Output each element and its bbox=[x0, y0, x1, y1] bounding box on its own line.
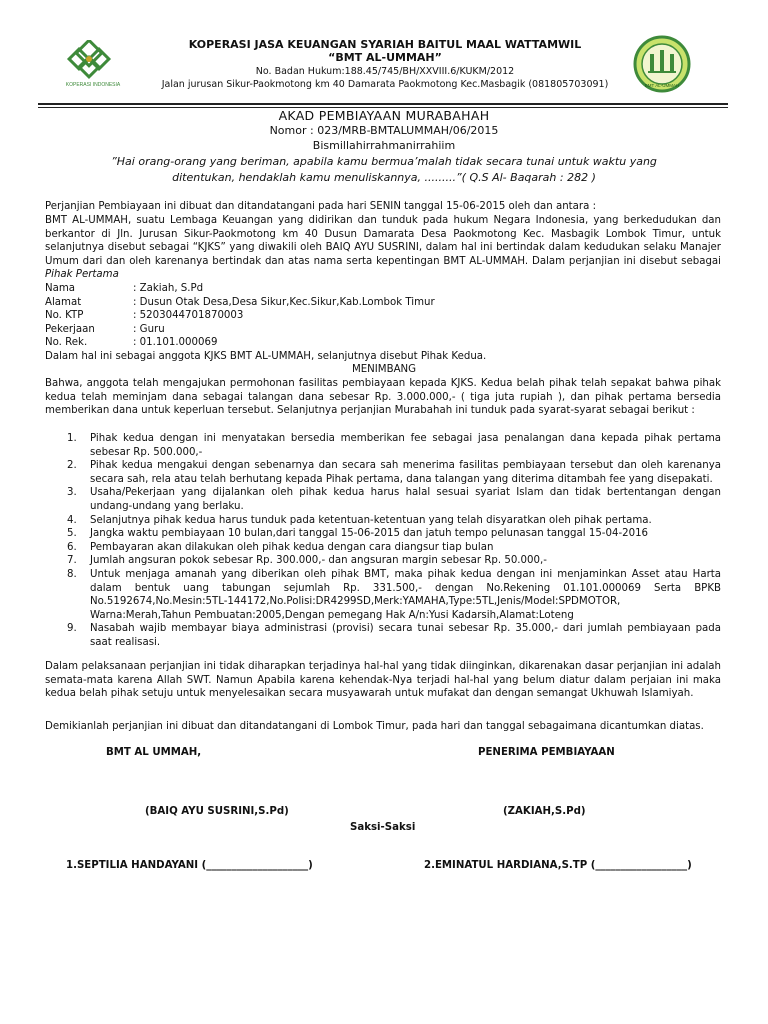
menimbang-heading: MENIMBANG bbox=[351, 364, 417, 375]
second-party-fields bbox=[45, 282, 435, 350]
term-text: Pembayaran akan dilakukan oleh pihak kedua dengan cara diangsur tiap bulan bbox=[90, 541, 494, 553]
first-party-text: BMT AL-UMMAH, suatu Lembaga Keuangan yang didirikan dan tunduk pada hukum Negara Indonesia, yang berkedudukan dan berkantor di Jln. Jurusan Sikur-Paokmotong km 40 Dusun Damarata Desa Paokmotong Kec. Masbagik Lombok Timur, untuk selanjutnya disebut sebagai “KJKS” yang diwakili oleh BAIQ AYU SUSRINI, dalam hal ini bertindak dalam kedudukan selaku Manajer Umum dari dan oleh karenanya bertindak dan atas nama serta kepentingan BMT AL-UMMAH. Dalam perjanjian ini disebut sebagai bbox=[45, 215, 721, 267]
witness-heading: Saksi-Saksi bbox=[350, 822, 416, 833]
quran-quote-line1: ”Hai orang-orang yang beriman, apabila kamu bermua’malah tidak secara tunai untuk waktu yang bbox=[111, 155, 657, 168]
field-label: No. KTP bbox=[45, 310, 84, 322]
field-value: : Guru bbox=[133, 323, 165, 335]
left-logo-caption: KOPERASI INDONESIA bbox=[65, 82, 121, 88]
list-item bbox=[45, 527, 721, 541]
bahwa-paragraph: Bahwa, anggota telah mengajukan permohonan fasilitas pembiayaan kepada KJKS. Kedua belah pihak telah sepakat bahwa pihak kedua telah meminjam dana sebagai talangan dana sebesar Rp. 3.000.000,- ( tiga juta rupiah ), dan pihak pertama bersedia memberikan dana untuk keperluan tersebut. Selanjutnya perjanjian Murabahah ini tunduk pada syarat-syarat sebagai berikut : bbox=[45, 378, 721, 417]
quran-quote-line2: ditentukan, hendaklah kamu menuliskannya, .........”( Q.S Al- Baqarah : 282 ) bbox=[172, 171, 596, 184]
field-row bbox=[45, 323, 435, 337]
opening-paragraph: Perjanjian Pembiayaan ini dibuat dan ditandatangani pada hari SENIN tanggal 15-06-2015 oleh dan antara : bbox=[45, 201, 597, 212]
field-row bbox=[45, 336, 435, 350]
bismillah: Bismillahirrahmanirrahiim bbox=[312, 139, 456, 152]
document-title: AKAD PEMBIAYAAN MURABAHAH bbox=[278, 108, 490, 123]
signature-right-title: PENERIMA PEMBIAYAAN bbox=[478, 747, 615, 758]
field-row bbox=[45, 296, 435, 310]
first-party-italic: Pihak Pertama bbox=[45, 269, 119, 281]
witness-1: 1.SEPTILIA HANDAYANI (____________________) bbox=[66, 860, 313, 871]
right-logo-caption: BMT AL-UMMAH bbox=[644, 83, 680, 88]
term-text: Usaha/Pekerjaan yang dijalankan oleh pihak kedua harus halal sesuai syariat Islam dan tidak bertentangan dengan undang-undang yang berlaku. bbox=[90, 487, 721, 512]
org-address: Jalan jurusan Sikur-Paokmotong km 40 Damarata Paokmotong Kec.Masbagik (081805703091) bbox=[161, 79, 609, 90]
term-number: 5. bbox=[67, 528, 77, 540]
signature-left-name: (BAIQ AYU SUSRINI,S.Pd) bbox=[145, 806, 289, 817]
terms-list bbox=[45, 432, 721, 650]
list-item bbox=[45, 459, 721, 486]
term-text: Jumlah angsuran pokok sebesar Rp. 300.000,- dan angsuran margin sebesar Rp. 50.000,- bbox=[90, 555, 547, 567]
document-number: Nomor : 023/MRB-BMTALUMMAH/06/2015 bbox=[269, 124, 499, 137]
list-item bbox=[45, 541, 721, 555]
term-text: Jangka waktu pembiayaan 10 bulan,dari tanggal 15-06-2015 dan jatuh tempo pelunasan tanggal 15-04-2016 bbox=[90, 528, 649, 540]
term-number: 3. bbox=[67, 487, 77, 499]
field-label: Pekerjaan bbox=[45, 323, 95, 335]
term-number: 2. bbox=[67, 460, 77, 472]
demikian-paragraph: Demikianlah perjanjian ini dibuat dan ditandatangani di Lombok Timur, pada hari dan tanggal sebagaimana dicantumkan diatas. bbox=[45, 721, 704, 732]
term-text: Nasabah wajib membayar biaya administrasi (provisi) secara tunai sebesar Rp. 35.000,- dari jumlah pembiayaan pada saat realisasi. bbox=[90, 623, 721, 648]
field-label: No. Rek. bbox=[45, 337, 88, 349]
member-paragraph: Dalam hal ini sebagai anggota KJKS BMT AL-UMMAH, selanjutnya disebut Pihak Kedua. bbox=[45, 351, 487, 362]
signature-right-name: (ZAKIAH,S.Pd) bbox=[503, 806, 586, 817]
signature-left-title: BMT AL UMMAH, bbox=[106, 747, 202, 758]
list-item bbox=[45, 554, 721, 568]
term-number: 7. bbox=[67, 555, 77, 567]
field-label: Alamat bbox=[45, 296, 82, 308]
koperasi-indonesia-logo bbox=[58, 40, 128, 92]
closing-paragraph: Dalam pelaksanaan perjanjian ini tidak diharapkan terjadinya hal-hal yang tidak diinginkan, dikarenakan dasar perjanjian ini adalah semata-mata karena Allah SWT. Namun Apabila karena kehendak-Nya terjadi hal-hal yang belum diatur dalam perjaian ini maka kedua belah pihak setuju untuk menyelesaikan secara musyawarah untuk mufakat dan dengan semangat Ukhuwah Islamiyah. bbox=[45, 661, 721, 700]
term-number: 1. bbox=[67, 433, 77, 444]
field-value: : Zakiah, S.Pd bbox=[133, 283, 204, 294]
field-label: Nama bbox=[45, 283, 76, 294]
field-value: : 5203044701870003 bbox=[133, 310, 244, 322]
term-number: 6. bbox=[67, 541, 77, 553]
term-text: Pihak kedua dengan ini menyatakan bersedia memberikan fee sebagai jasa penalangan dana kepada pihak pertama sebesar Rp. 500.000,- bbox=[90, 433, 721, 458]
term-text: Untuk menjaga amanah yang diberikan oleh pihak BMT, maka pihak kedua dengan ini menjaminkan Asset atau Harta dalam bentuk uang tabungan sejumlah Rp. 331.500,- dengan No.Rekening 01.101.000069 Serta BPKB No.5192674,No.Mesin:5TL-144172,No.Polisi:DR4299SD,Merk:YAMAHA,Type:5TL,Jenis/Model:SPDMOTOR, Warna:Merah,Tahun Pembuatan:2005,Dengan pemegang Hak A/n:Yusi Kadarsih,Alamat:Loteng bbox=[90, 568, 721, 621]
brand-name: “BMT AL-UMMAH” bbox=[328, 51, 442, 64]
list-item bbox=[45, 514, 721, 528]
org-name: KOPERASI JASA KEUANGAN SYARIAH BAITUL MAAL WATTAMWIL bbox=[188, 38, 582, 51]
list-item bbox=[45, 622, 721, 649]
field-value: : Dusun Otak Desa,Desa Sikur,Kec.Sikur,Kab.Lombok Timur bbox=[133, 296, 435, 308]
first-party-paragraph bbox=[45, 214, 721, 282]
term-text: Selanjutnya pihak kedua harus tunduk pada ketentuan-ketentuan yang telah disyaratkan oleh pihak pertama. bbox=[90, 514, 652, 526]
term-number: 8. bbox=[67, 568, 77, 580]
bmt-al-ummah-logo bbox=[632, 34, 692, 96]
legal-number: No. Badan Hukum:188.45/745/BH/XXVIII.6/KUKM/2012 bbox=[255, 66, 515, 77]
witness-2: 2.EMINATUL HARDIANA,S.TP (__________________) bbox=[424, 860, 692, 871]
term-number: 4. bbox=[67, 514, 77, 526]
list-item bbox=[45, 486, 721, 513]
field-row bbox=[45, 309, 435, 323]
field-row bbox=[45, 282, 435, 296]
term-text: Pihak kedua mengakui dengan sebenarnya dan secara sah menerima fasilitas pembiayaan tersebut dan oleh karenanya secara sah, rela atau telah berhutang kepada Pihak pertama, dana talangan yang diterima ditambah fee yang disepakati. bbox=[90, 460, 721, 485]
list-item bbox=[45, 432, 721, 459]
term-number: 9. bbox=[67, 623, 77, 635]
list-item bbox=[45, 568, 721, 622]
header-divider bbox=[38, 103, 728, 105]
field-value: : 01.101.000069 bbox=[133, 337, 218, 349]
